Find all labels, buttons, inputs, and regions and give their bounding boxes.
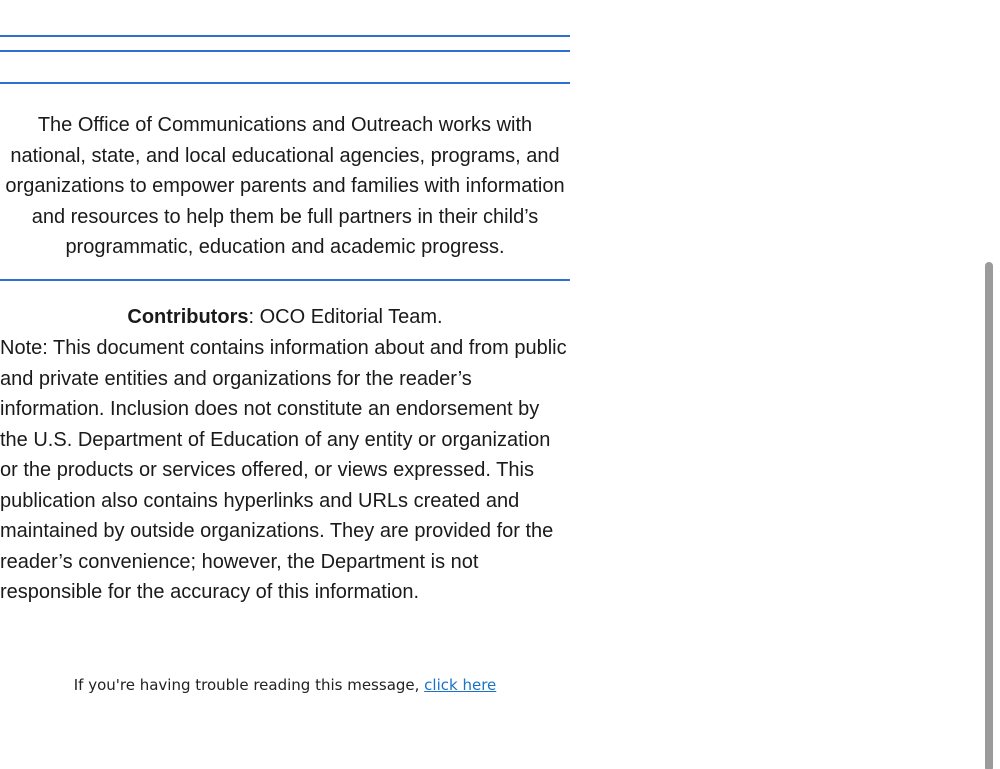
divider-line: [0, 35, 570, 37]
divider-line: [0, 50, 570, 52]
trouble-reading-line: [0, 675, 570, 695]
contributors-value: : OCO Editorial Team.: [248, 306, 443, 328]
disclaimer-note: Note: This document contains information about and from public and private entities and organizations for the reader’s information. Inclusion does not constitute an endorsement by the U.S. Department of Education of any entity or organization or the products or services offered, or views expressed. This publication also contains hyperlinks and URLs created and maintained by outside organizations. They are provided for the reader’s convenience; however, the Department is not responsible for the accuracy of this information.: [0, 337, 567, 603]
divider-line: [0, 82, 570, 84]
divider-line: [0, 279, 570, 281]
contributors-line: [0, 302, 570, 333]
contributors-label: Contributors: [127, 306, 249, 328]
scrollbar-thumb[interactable]: [985, 262, 993, 769]
click-here-link[interactable]: click here: [424, 676, 497, 694]
trouble-reading-text: If you're having trouble reading this message,: [73, 676, 425, 694]
about-paragraph: The Office of Communications and Outreach works with national, state, and local educational agencies, programs, and organizations to empower parents and families with information and resources to help them be full partners in their child’s programmatic, education and academic progress.: [5, 114, 565, 258]
